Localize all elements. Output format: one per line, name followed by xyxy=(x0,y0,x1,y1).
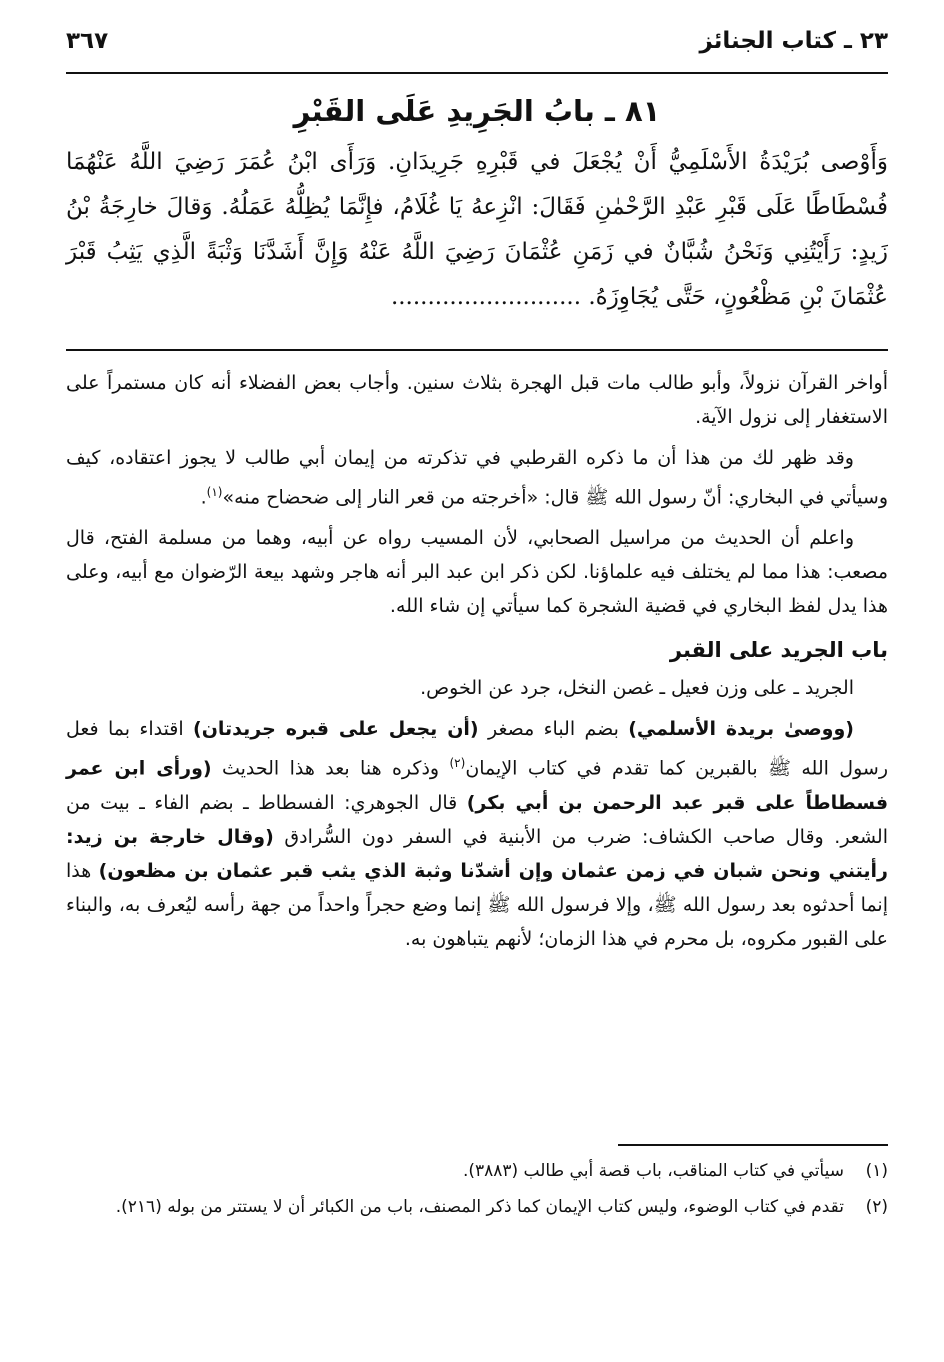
commentary-paragraph-2 xyxy=(66,441,888,514)
commentary xyxy=(66,366,888,963)
matn-text: وَأَوْصى بُرَيْدَةُ الأَسْلَمِيُّ أَنْ يُجْعَلَ في قَبْرِهِ جَرِيدَانِ. وَرَأَى ابْنُ عُمَرَ رَضِيَ اللَّهُ عَنْهُمَا فُسْطَاطًا عَلَى قَبْرِ عَبْدِ الرَّحْمٰنِ فَقَالَ: انْزِعهُ يَا غُلَامُ، فإِنَّمَا يُظِلُّهُ عَمَلُهُ. وَقالَ خارِجَةُ بْنُ زَيدٍ: رَأَيْتُنِي وَنَحْنُ شُبَّانٌ في زَمَنِ عُثْمَانَ رَضِيَ اللَّهُ عَنْهُ وَإِنَّ أَشَدَّنَا وَثْبَةً الَّذِي يَثِبُ قَبْرَ عُثْمَانَ بْنِ مَظْعُونٍ، حَتَّى يُجَاوِزَهُ. .......................... xyxy=(66,149,888,310)
footnote-text: سيأتي في كتاب المناقب، باب قصة أبي طالب (٣٨٨٣). xyxy=(462,1161,844,1181)
matn-separator xyxy=(66,349,888,351)
page-number: ٣٦٧ xyxy=(66,28,109,54)
commentary-paragraph-5 xyxy=(66,712,888,955)
running-title: ٢٣ ـ كتاب الجنائز xyxy=(699,28,888,54)
quoted-phrase: (أن يجعل على قبره جريدتان) xyxy=(193,718,479,741)
commentary-paragraph-1: أواخر القرآن نزولاً، وأبو طالب مات قبل الهجرة بثلاث سنين. وأجاب بعض الفضلاء أنه كان مستمراً على الاستغفار إلى نزول الآية. xyxy=(66,372,888,428)
commentary-paragraph-4: الجريد ـ على وزن فعيل ـ غصن النخل، جرد عن الخوص. xyxy=(420,677,854,700)
footnote-1 xyxy=(66,1156,888,1186)
commentary-paragraph-2-end: . xyxy=(200,486,207,509)
footnote-ref-2: (٢) xyxy=(449,756,466,771)
commentary-paragraph-3: واعلم أن الحديث من مراسيل الصحابي، لأن المسيب رواه عن أبيه، وهما من مسلمة الفتح، قال مصعب: هذا مما لم يختلف فيه علماؤنا. لكن ذكر ابن عبد البر أنه هاجر وشهد بيعة الرّضوان مع أبيه، وعلى هذا يدل لفظ البخاري في قضية الشجرة كما سيأتي إن شاء الله. xyxy=(66,527,888,618)
commentary-paragraph-2-text: وقد ظهر لك من هذا أن ما ذكره القرطبي في تذكرته من إيمان أبي طالب لا يجوز اعتقاده، كيف وسيأتي في البخاري: أنّ رسول الله ﷺ قال: «أخرجته من قعر النار إلى ضحضاح منه» xyxy=(66,447,888,509)
quoted-phrase: (ووصىٰ بريدة الأسلمي) xyxy=(628,718,854,741)
footnote-2 xyxy=(66,1192,888,1222)
page-header xyxy=(66,28,888,68)
quoted-phrase: (ورأى ابن عمر فسطاطاً على قبر عبد الرحمن بن أبي بكر) xyxy=(66,757,889,814)
footnote-number: (١) xyxy=(865,1161,888,1181)
commentary-text: بضم الباء مصغر xyxy=(478,718,629,741)
footnote-ref-1: (١) xyxy=(206,485,223,499)
footnote-rule xyxy=(618,1144,888,1146)
footnotes xyxy=(66,1156,888,1228)
chapter-title: ٨١ ـ بابُ الجَرِيدِ عَلَى القَبْرِ xyxy=(293,94,661,128)
header-rule xyxy=(66,72,888,74)
quoted-phrase: (وقال خارجة بن زيد: رأيتني ونحن شبان في زمن عثمان وإن أشدّنا وثبة الذي يثب قبر عثمان بن مظعون) xyxy=(66,825,888,882)
footnote-number: (٢) xyxy=(865,1197,888,1217)
commentary-text: اقتداء بما فعل رسول الله ﷺ بالقبرين كما تقدم في كتاب الإيمان xyxy=(66,718,888,780)
commentary-subtitle: باب الجريد على القبر xyxy=(669,638,888,663)
commentary-text: وذكره هنا بعد هذا الحديث xyxy=(211,757,450,780)
footnote-text: تقدم في كتاب الوضوء، وليس كتاب الإيمان كما ذكر المصنف، باب من الكبائر أن لا يستتر من بوله (٢١٦). xyxy=(115,1197,844,1217)
commentary-text: قال الجوهري: الفسطاط ـ بضم الفاء ـ بيت من الشعر. وقال صاحب الكشاف: ضرب من الأبنية في السفر دون السُّرادق xyxy=(66,791,888,848)
commentary-text: هذا إنما أحدثوه بعد رسول الله ﷺ، وإلا فرسول الله ﷺ إنما وضع حجراً واحداً من جهة رأسه ليُعرف به، والبناء على القبور مكروه، بل محرم في هذا الزمان؛ لأنهم يتباهون به. xyxy=(66,859,888,950)
